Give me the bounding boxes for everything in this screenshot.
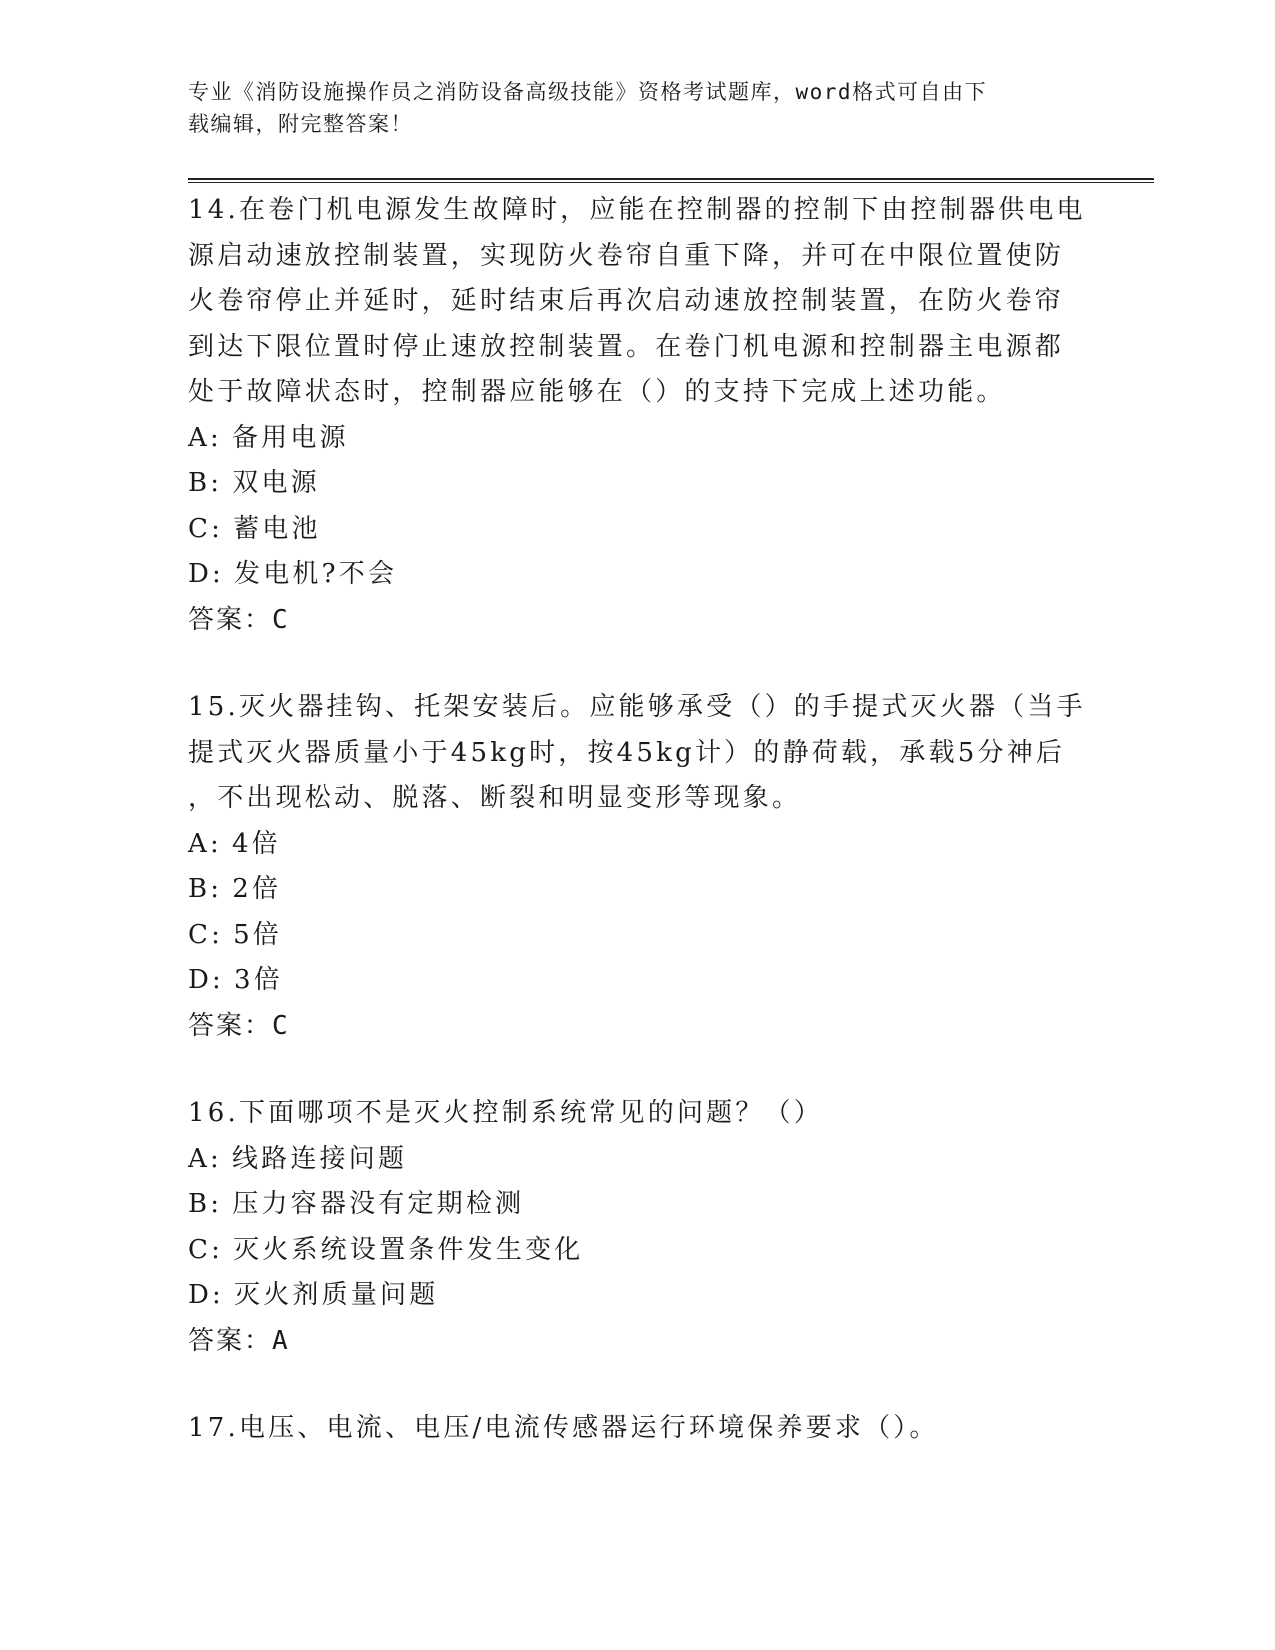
option-b: B: 双电源 [188,468,320,498]
option-b: B: 压力容器没有定期检测 [188,1189,525,1219]
option-c: C: 蓄电池 [188,513,321,544]
option-a: A: 4倍 [188,828,281,859]
question-line: 提式灭火器质量小于45kg时，按45kg计）的静荷载，承载5分神后 [188,737,1066,768]
question-line: 16.下面哪项不是灭火控制系统常见的问题？（） [188,1098,823,1128]
option-a: A: 备用电源 [188,422,349,453]
option-d: D: 发电机?不会 [188,559,398,589]
header-line-1: 专业《消防设施操作员之消防设备高级技能》资格考试题库，word格式可自由下 [188,80,988,104]
question-list [188,188,1088,1494]
option-d: D: 灭火剂质量问题 [188,1280,439,1310]
question-line: 到达下限位置时停止速放控制装置。在卷门机电源和控制器主电源都 [188,331,1065,362]
option-a: A: 线路连接问题 [188,1143,408,1174]
document-header [188,76,1068,140]
question-15 [188,685,1088,1049]
question-17 [188,1406,1088,1452]
header-rule-thin [188,182,1154,183]
question-line: 火卷帘停止并延时，延时结束后再次启动速放控制装置，在防火卷帘 [188,286,1065,316]
header-rule-thick [188,178,1154,180]
answer: 答案：C [188,1010,290,1041]
question-line: 处于故障状态时，控制器应能够在（）的支持下完成上述功能。 [188,377,1006,407]
option-b: B: 2倍 [188,874,282,904]
question-line: 14.在卷门机电源发生故障时，应能在控制器的控制下由控制器供电电 [188,195,1086,225]
question-16 [188,1091,1088,1364]
answer: 答案：C [188,604,290,635]
question-line: ，不出现松动、脱落、断裂和明显变形等现象。 [188,783,802,813]
option-c: C: 5倍 [188,919,283,950]
header-line-2: 载编辑，附完整答案！ [188,112,413,136]
option-d: D: 3倍 [188,965,283,995]
question-line: 源启动速放控制装置，实现防火卷帘自重下降，并可在中限位置使防 [188,240,1065,271]
answer: 答案：A [188,1325,290,1356]
question-line: 17.电压、电流、电压/电流传感器运行环境保养要求（）。 [188,1413,939,1443]
option-c: C: 灭火系统设置条件发生变化 [188,1234,584,1265]
question-14 [188,188,1088,643]
question-line: 15.灭火器挂钩、托架安装后。应能够承受（）的手提式灭火器（当手 [188,692,1086,722]
